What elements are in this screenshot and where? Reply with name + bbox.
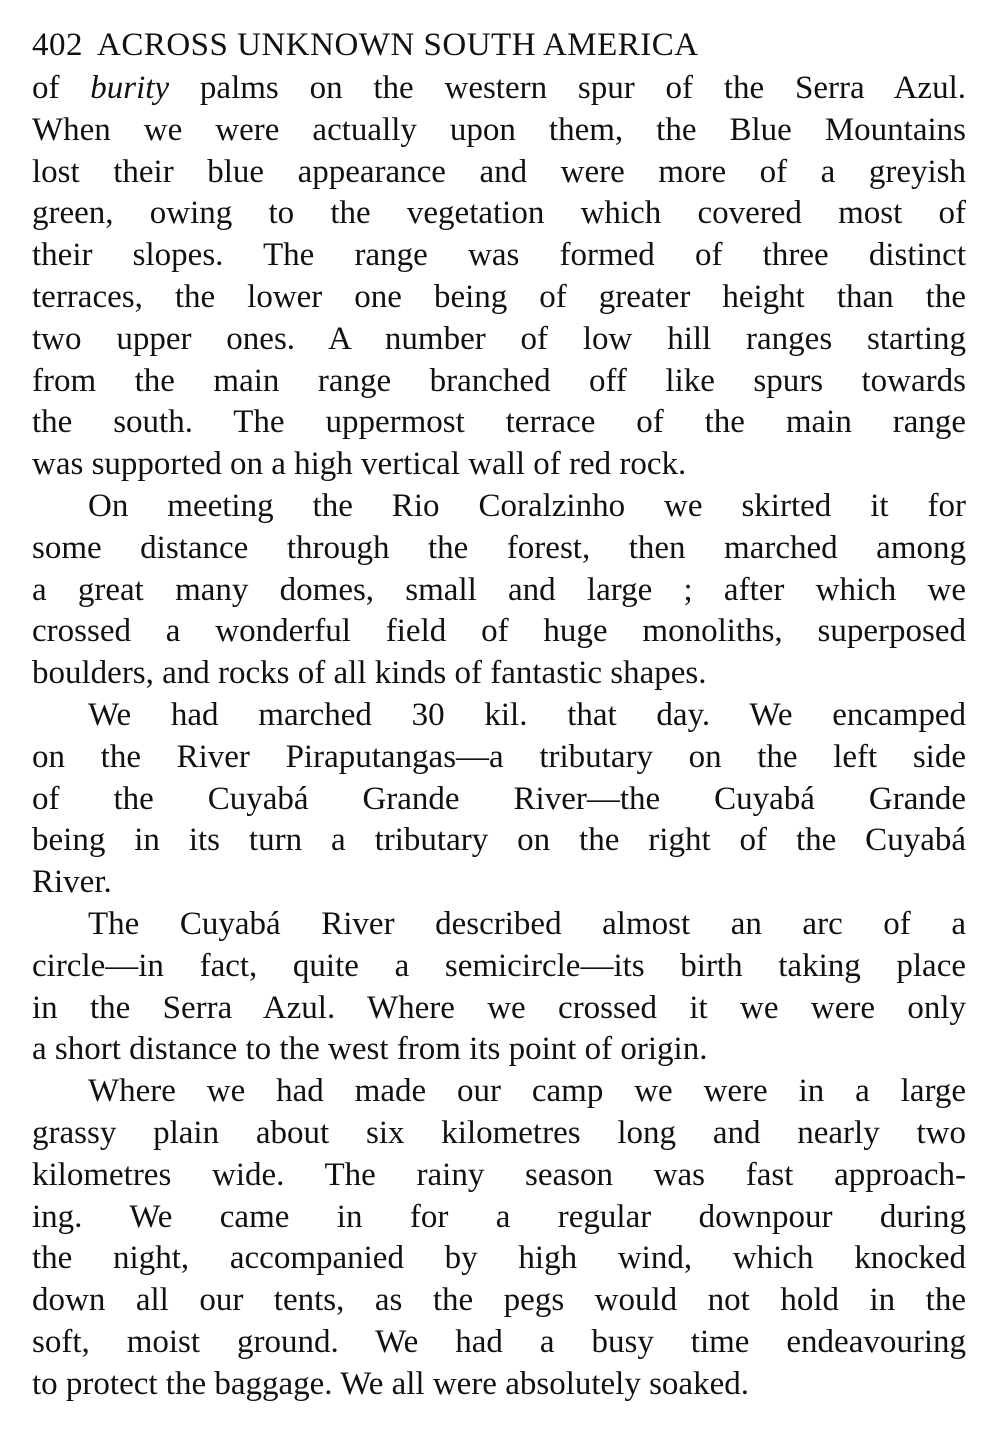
italic-term: burity (90, 70, 170, 106)
text-line: lost their blue appearance and were more of a greyish (32, 153, 966, 190)
text-line (32, 68, 966, 110)
text-line: the night, accompanied by high wind, which knocked (32, 1240, 966, 1277)
text-line: a short distance to the west from its point of origin. (32, 1031, 708, 1068)
text-line: of the Cuyabá Grande River—the Cuyabá Grande (32, 780, 966, 817)
text-line: from the main range branched off like spurs towards (32, 362, 966, 399)
text-line: On meeting the Rio Coralzinho we skirted it for (88, 487, 966, 524)
text-line: soft, moist ground. We had a busy time endeavouring (32, 1323, 966, 1360)
text-line: boulders, and rocks of all kinds of fantastic shapes. (32, 655, 707, 692)
paragraph (32, 68, 966, 486)
line-segment: palms on the western spur of the Serra Azul. (169, 70, 966, 106)
running-title: ACROSS UNKNOWN SOUTH AMERICA (97, 27, 699, 63)
line-segment: of (32, 70, 91, 106)
text-line: some distance through the forest, then marched among (32, 529, 966, 566)
page-number: 402 (32, 27, 83, 63)
text-line: in the Serra Azul. Where we crossed it we were only (32, 989, 966, 1026)
book-page (32, 22, 966, 1406)
text-line: River. (32, 864, 112, 901)
text-line: crossed a wonderful field of huge monoliths, superposed (32, 613, 966, 650)
text-line: being in its turn a tributary on the right of the Cuyabá (32, 822, 966, 859)
text-line: ing. We came in for a regular downpour during (32, 1198, 966, 1235)
text-line: The Cuyabá River described almost an arc of a (88, 905, 966, 942)
paragraph (32, 904, 966, 1071)
text-line: terraces, the lower one being of greater height than the (32, 278, 966, 315)
body-text (32, 68, 966, 1406)
text-line: on the River Piraputangas—a tributary on the left side (32, 738, 966, 775)
text-line: down all our tents, as the pegs would not hold in the (32, 1282, 966, 1319)
text-line: their slopes. The range was formed of three distinct (32, 237, 966, 274)
paragraph (32, 695, 966, 904)
text-line: Where we had made our camp we were in a large (88, 1073, 966, 1110)
paragraph (32, 486, 966, 695)
text-line: was supported on a high vertical wall of red rock. (32, 446, 687, 483)
text-line: a great many domes, small and large ; after which we (32, 571, 966, 608)
text-line: When we were actually upon them, the Blue Mountains (32, 111, 966, 148)
running-head (32, 22, 966, 68)
paragraph (32, 1071, 966, 1405)
text-line: green, owing to the vegetation which covered most of (32, 195, 966, 232)
text-line: grassy plain about six kilometres long and nearly two (32, 1114, 966, 1151)
text-line: to protect the baggage. We all were absolutely soaked. (32, 1365, 749, 1402)
text-line: We had marched 30 kil. that day. We encamped (88, 696, 966, 733)
text-line: circle—in fact, quite a semicircle—its birth taking place (32, 947, 966, 984)
text-line: kilometres wide. The rainy season was fast approach- (32, 1156, 966, 1193)
text-line: the south. The uppermost terrace of the main range (32, 404, 966, 441)
text-line: two upper ones. A number of low hill ranges starting (32, 320, 966, 357)
